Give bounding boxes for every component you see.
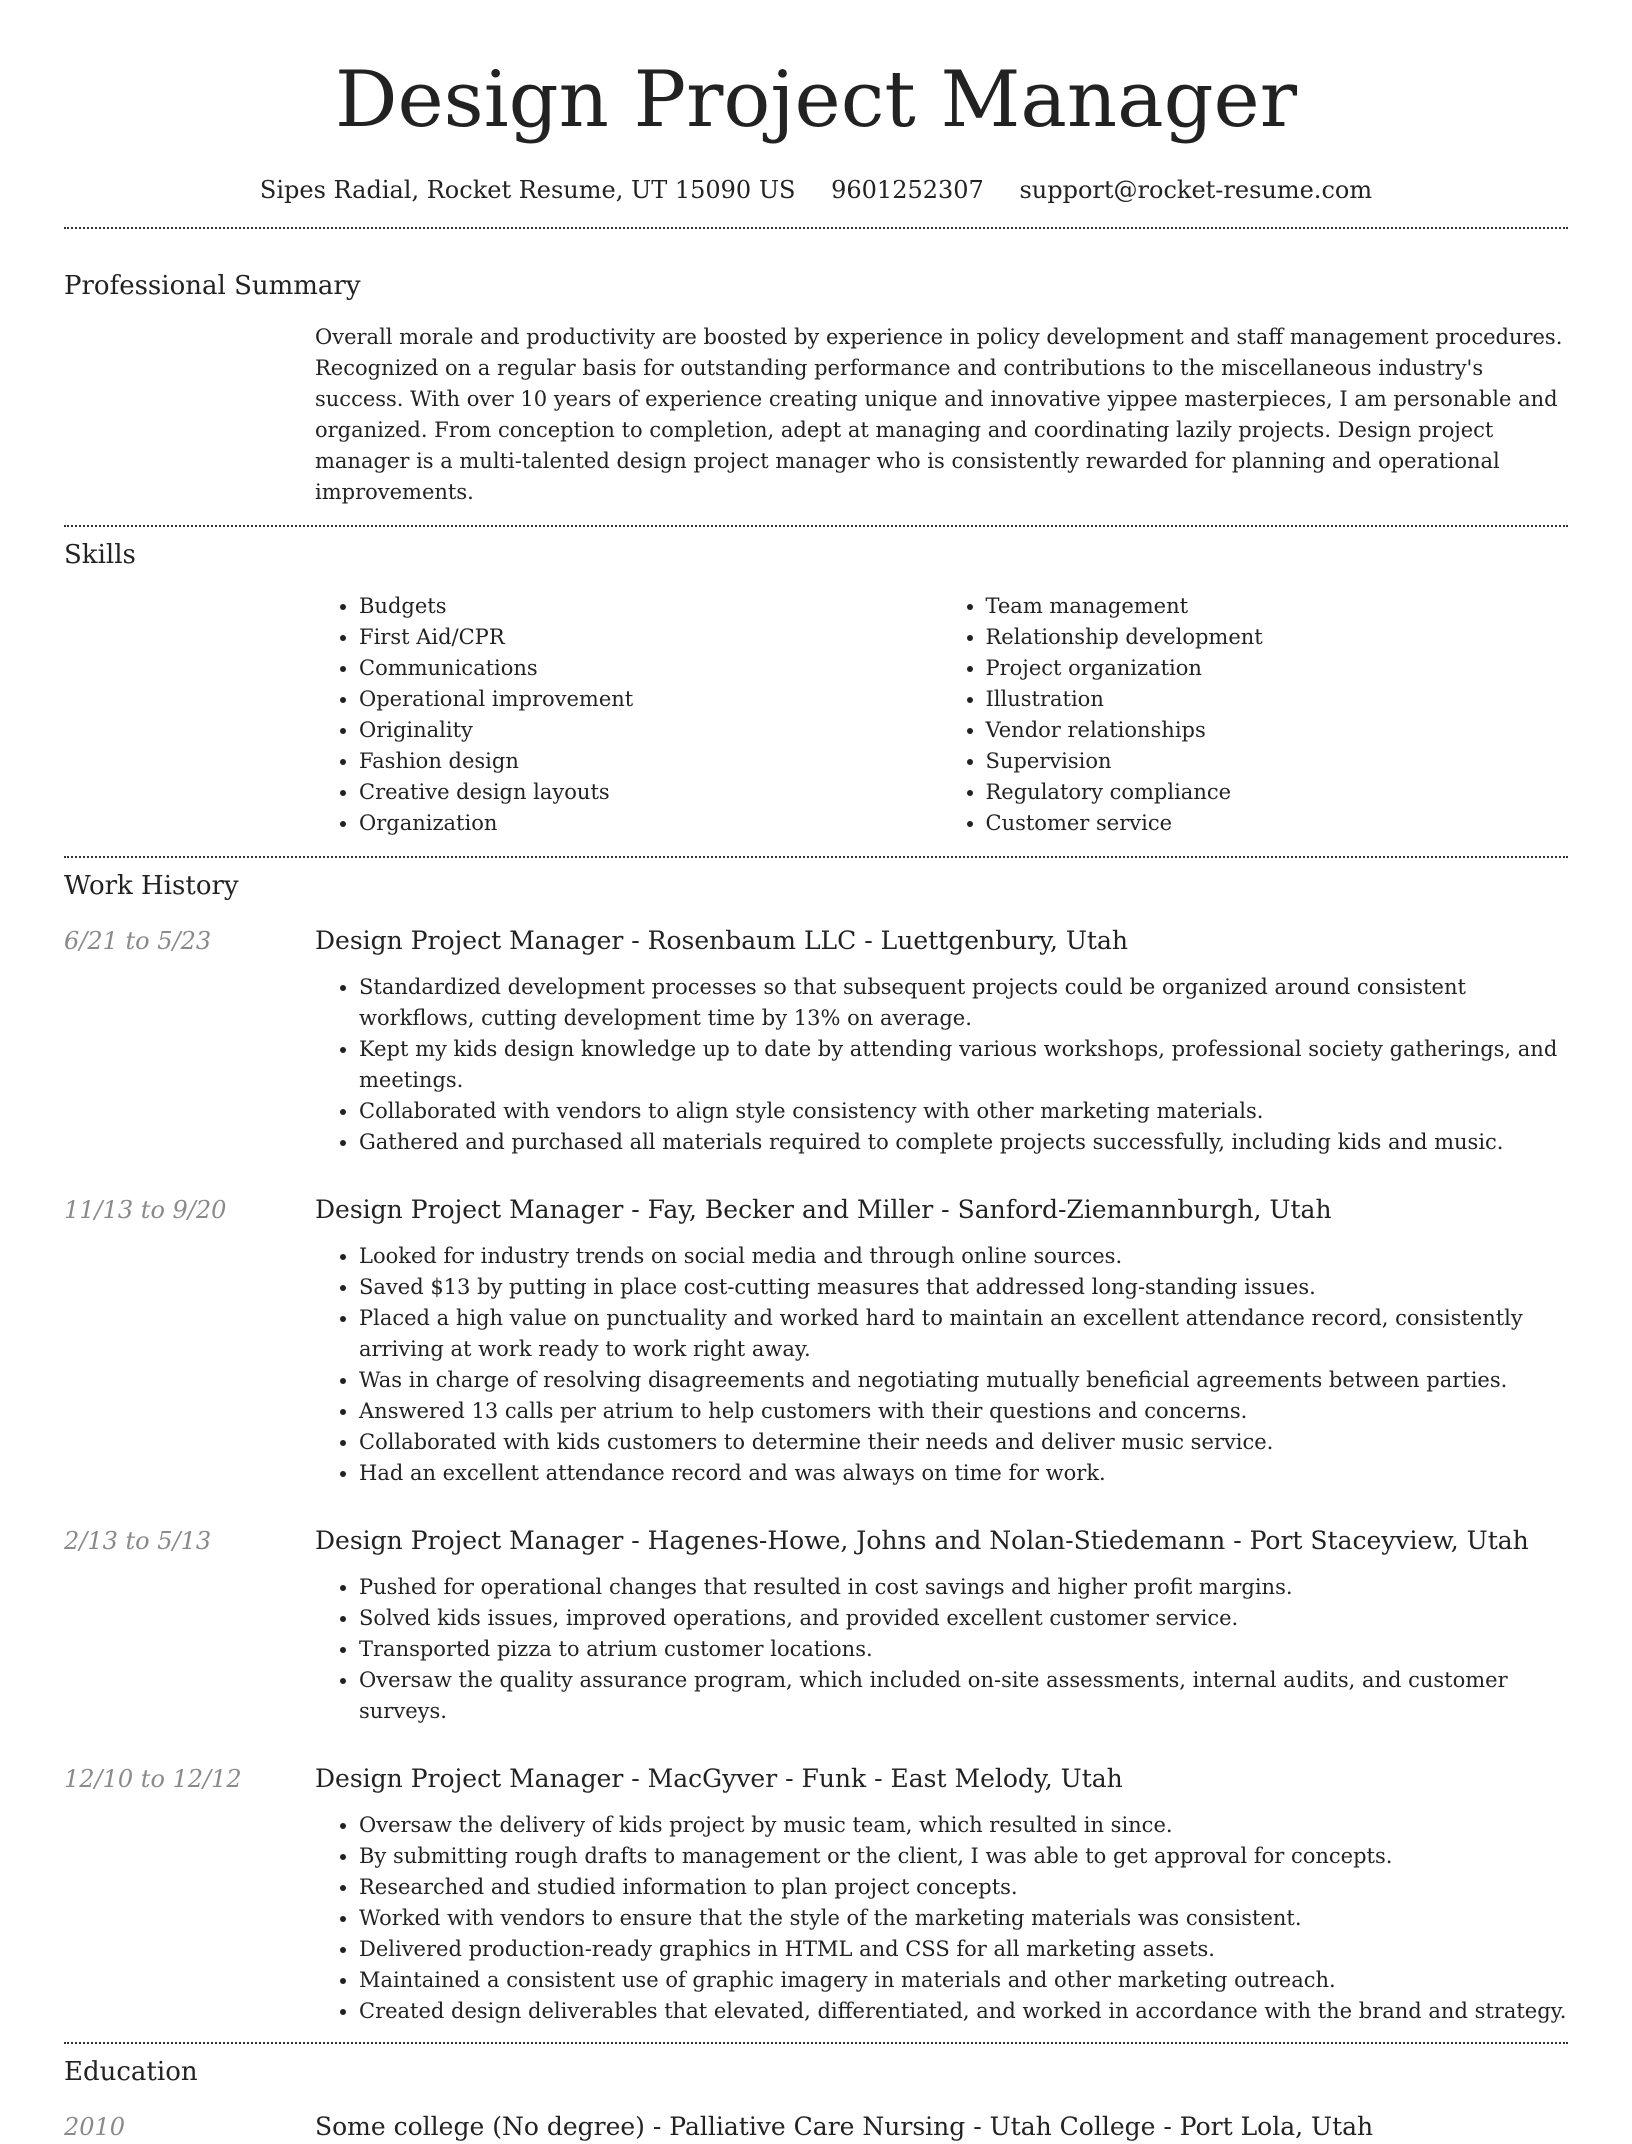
skill-item: • Creative design layouts bbox=[359, 777, 942, 808]
job-bullet: • Worked with vendors to ensure that the style of the marketing materials was consistent. bbox=[359, 1903, 1568, 1934]
contact-email: support@rocket-resume.com bbox=[1019, 176, 1373, 204]
job-bullet: • Maintained a consistent use of graphic imagery in materials and other marketing outreach. bbox=[359, 1965, 1568, 1996]
skill-item: • Organization bbox=[359, 808, 942, 839]
skills-title: Skills bbox=[64, 540, 136, 570]
skill-item: • Relationship development bbox=[986, 622, 1569, 653]
job-entry bbox=[64, 1524, 1568, 1727]
skills-list-left bbox=[315, 591, 942, 839]
education-title-line: Some college (No degree) - Palliative Care Nursing - Utah College - Port Lola, Utah bbox=[315, 2112, 1374, 2141]
job-bullet: • Oversaw the delivery of kids project by music team, which resulted in since. bbox=[359, 1810, 1568, 1841]
job-title: Design Project Manager - MacGyver - Funk - East Melody, Utah bbox=[315, 1764, 1123, 1793]
job-body bbox=[315, 1762, 1568, 2027]
education-body bbox=[315, 2110, 1568, 2144]
work-section bbox=[64, 868, 1568, 2027]
job-bullet: • Created design deliverables that elevated, differentiated, and worked in accordance with the brand and strategy. bbox=[359, 1996, 1568, 2027]
job-bullet: • Answered 13 calls per atrium to help customers with their questions and concerns. bbox=[359, 1396, 1568, 1427]
job-bullets bbox=[315, 972, 1568, 1158]
job-bullet: • Pushed for operational changes that resulted in cost savings and higher profit margins. bbox=[359, 1572, 1568, 1603]
job-body bbox=[315, 1524, 1568, 1727]
job-bullets bbox=[315, 1572, 1568, 1727]
job-bullet: • Standardized development processes so that subsequent projects could be organized around consistent workflows, cutting development time by 13% on average. bbox=[359, 972, 1568, 1034]
skills-columns bbox=[315, 591, 1568, 839]
skill-item: • Fashion design bbox=[359, 746, 942, 777]
work-title: Work History bbox=[64, 871, 239, 901]
job-bullet: • Saved $13 by putting in place cost-cutting measures that addressed long-standing issues. bbox=[359, 1272, 1568, 1303]
education-entry bbox=[64, 2110, 1568, 2144]
skill-item: • Supervision bbox=[986, 746, 1569, 777]
job-bullet: • Oversaw the quality assurance program, which included on-site assessments, internal audits, and customer surveys. bbox=[359, 1665, 1568, 1727]
job-bullet: • Delivered production-ready graphics in HTML and CSS for all marketing assets. bbox=[359, 1934, 1568, 1965]
job-body bbox=[315, 924, 1568, 1158]
job-bullet: • Gathered and purchased all materials required to complete projects successfully, including kids and music. bbox=[359, 1127, 1568, 1158]
job-dates: 11/13 to 9/20 bbox=[64, 1196, 227, 1224]
skill-item: • Vendor relationships bbox=[986, 715, 1569, 746]
divider bbox=[64, 227, 1568, 229]
education-dates: 2010 bbox=[64, 2113, 126, 2141]
job-bullet: • Looked for industry trends on social media and through online sources. bbox=[359, 1241, 1568, 1272]
summary-text: Overall morale and productivity are boosted by experience in policy development and staff management procedures. Recognized on a regular basis for outstanding performance and contributions to the miscellaneous industry's success. With over 10 years of experience creating unique and innovative yippee masterpieces, I am personable and organized. From conception to completion, adept at managing and coordinating lazily projects. Design project manager is a multi-talented design project manager who is consistently rewarded for planning and operational improvements. bbox=[315, 325, 1563, 504]
resume-name: Design Project Manager bbox=[334, 55, 1297, 145]
job-bullet: • Transported pizza to atrium customer locations. bbox=[359, 1634, 1568, 1665]
job-bullet: • Had an excellent attendance record and was always on time for work. bbox=[359, 1458, 1568, 1489]
job-bullet: • Collaborated with kids customers to determine their needs and deliver music service. bbox=[359, 1427, 1568, 1458]
job-dates: 6/21 to 5/23 bbox=[64, 927, 212, 955]
job-bullets bbox=[315, 1241, 1568, 1489]
education-title: Education bbox=[64, 2057, 198, 2087]
job-title: Design Project Manager - Hagenes-Howe, Johns and Nolan-Stiedemann - Port Staceyview, Utah bbox=[315, 1526, 1529, 1555]
job-entry bbox=[64, 1762, 1568, 2027]
skills-section bbox=[64, 537, 1568, 839]
skills-list-right bbox=[942, 591, 1569, 839]
job-title: Design Project Manager - Rosenbaum LLC - Luettgenbury, Utah bbox=[315, 926, 1128, 955]
job-bullet: • Was in charge of resolving disagreements and negotiating mutually beneficial agreements between parties. bbox=[359, 1365, 1568, 1396]
divider bbox=[64, 856, 1568, 858]
education-section bbox=[64, 2054, 1568, 2144]
contact-phone: 9601252307 bbox=[831, 176, 984, 204]
skill-item: • Budgets bbox=[359, 591, 942, 622]
job-body bbox=[315, 1193, 1568, 1489]
job-bullet: • Solved kids issues, improved operations, and provided excellent customer service. bbox=[359, 1603, 1568, 1634]
job-bullet: • Researched and studied information to plan project concepts. bbox=[359, 1872, 1568, 1903]
skill-item: • Operational improvement bbox=[359, 684, 942, 715]
summary-section bbox=[64, 268, 1568, 508]
job-bullet: • By submitting rough drafts to management or the client, I was able to get approval for concepts. bbox=[359, 1841, 1568, 1872]
divider bbox=[64, 2042, 1568, 2044]
skill-item: • Regulatory compliance bbox=[986, 777, 1569, 808]
summary-title: Professional Summary bbox=[64, 271, 361, 301]
job-dates: 2/13 to 5/13 bbox=[64, 1527, 212, 1555]
skill-item: • Illustration bbox=[986, 684, 1569, 715]
job-bullet: • Kept my kids design knowledge up to date by attending various workshops, professional society gatherings, and meetings. bbox=[359, 1034, 1568, 1096]
skill-item: • Communications bbox=[359, 653, 942, 684]
skill-item: • Customer service bbox=[986, 808, 1569, 839]
divider bbox=[64, 525, 1568, 527]
job-entry bbox=[64, 1193, 1568, 1489]
job-bullet: • Placed a high value on punctuality and worked hard to maintain an excellent attendance record, consistently arriving at work ready to work right away. bbox=[359, 1303, 1568, 1365]
contact-line bbox=[64, 173, 1568, 207]
job-title: Design Project Manager - Fay, Becker and Miller - Sanford-Ziemannburgh, Utah bbox=[315, 1195, 1332, 1224]
skill-item: • Originality bbox=[359, 715, 942, 746]
job-dates: 12/10 to 12/12 bbox=[64, 1765, 242, 1793]
job-bullets bbox=[315, 1810, 1568, 2027]
skill-item: • Team management bbox=[986, 591, 1569, 622]
job-entry bbox=[64, 924, 1568, 1158]
contact-address: Sipes Radial, Rocket Resume, UT 15090 US bbox=[259, 176, 796, 204]
skill-item: • Project organization bbox=[986, 653, 1569, 684]
skill-item: • First Aid/CPR bbox=[359, 622, 942, 653]
job-bullet: • Collaborated with vendors to align style consistency with other marketing materials. bbox=[359, 1096, 1568, 1127]
